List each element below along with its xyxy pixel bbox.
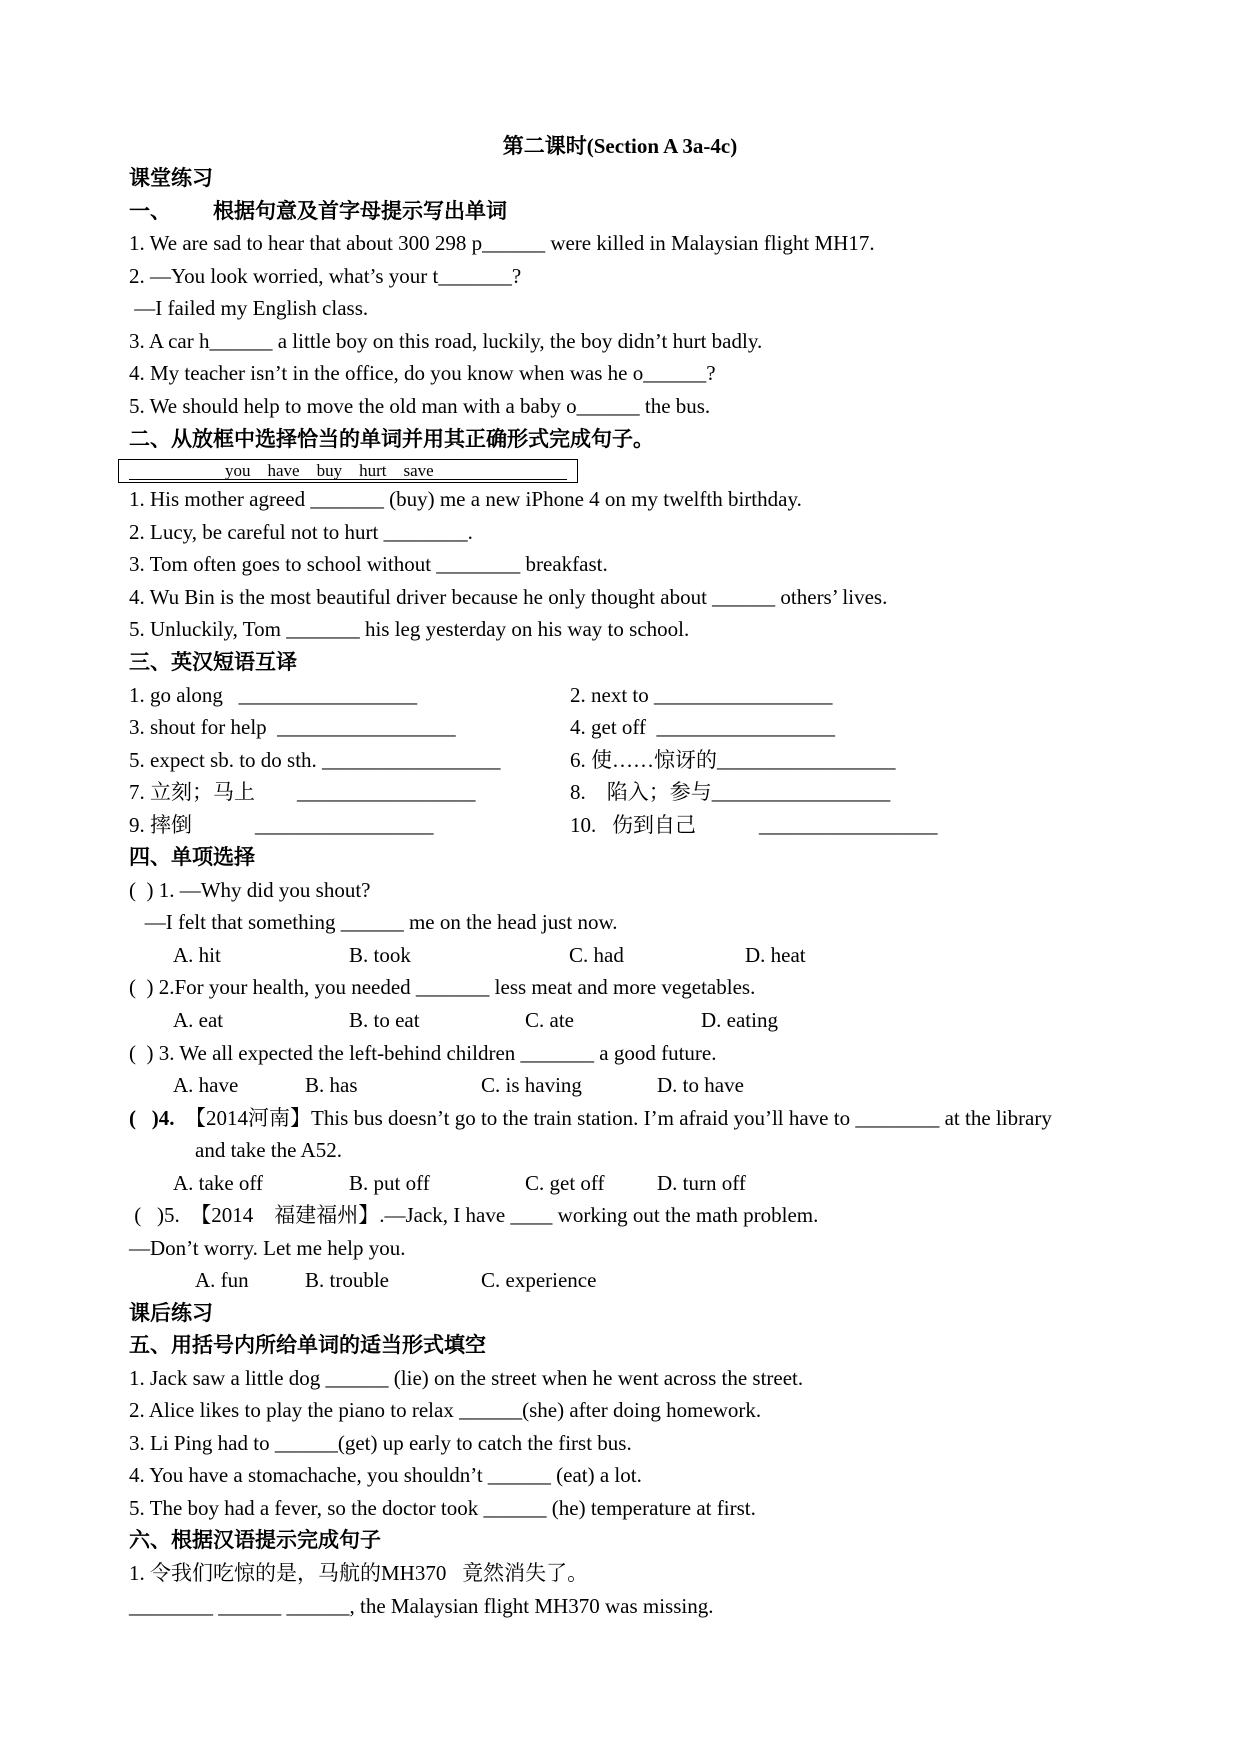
phrase-left: 9. 摔倒 _________________ (129, 813, 434, 837)
q1-option-c: C. had (569, 943, 624, 967)
q5-option-a: A. fun (195, 1268, 249, 1292)
q4-stem: 【2014河南】This bus doesn’t go to the train station. I’m afraid you’ll have to ________ at the library (174, 1106, 1052, 1130)
s1-item: 1. We are sad to hear that about 300 298 p______ were killed in Malaysian flight MH17. (129, 231, 875, 255)
q4-stem-line (129, 1106, 1052, 1130)
q2-option-c: C. ate (525, 1008, 574, 1032)
q2-option-b: B. to eat (349, 1008, 420, 1032)
phrase-left: 3. shout for help _________________ (129, 715, 456, 739)
after-class-heading: 课后练习 (129, 1301, 213, 1325)
word-box-words: you have buy hurt save (225, 461, 434, 480)
s5-item: 1. Jack saw a little dog ______ (lie) on the street when he went across the street. (129, 1366, 804, 1390)
phrase-left: 7. 立刻；马上 _________________ (129, 780, 476, 804)
q1-option-d: D. heat (745, 943, 806, 967)
q2-stem: ( ) 2.For your health, you needed _______ less meat and more vegetables. (129, 975, 756, 999)
phrase-right: 2. next to _________________ (570, 683, 833, 707)
phrase-right: 4. get off _________________ (570, 715, 836, 739)
q4-prefix: ( )4. (129, 1106, 175, 1130)
section6-heading: 六、根据汉语提示完成句子 (129, 1528, 381, 1552)
classroom-heading: 课堂练习 (129, 166, 213, 190)
phrase-left: 5. expect sb. to do sth. _________________ (129, 748, 501, 772)
q4-option-d: D. turn off (657, 1171, 746, 1195)
s5-item: 4. You have a stomachache, you shouldn’t ______ (eat) a lot. (129, 1463, 642, 1487)
page-title: 第二课时(Section A 3a-4c) (502, 134, 738, 158)
phrase-right: 6. 使……惊讶的_________________ (570, 748, 896, 772)
s5-item: 2. Alice likes to play the piano to relax ______(she) after doing homework. (129, 1398, 762, 1422)
q1-option-a: A. hit (173, 943, 221, 967)
q4-option-a: A. take off (173, 1171, 263, 1195)
phrase-right: 8. 陷入；参与_________________ (570, 780, 891, 804)
section3-heading: 三、英汉短语互译 (129, 650, 297, 674)
q2-option-a: A. eat (173, 1008, 224, 1032)
q5-stem-line2: —Don’t worry. Let me help you. (129, 1236, 406, 1260)
phrase-left: 1. go along _________________ (129, 683, 418, 707)
phrase-right: 10. 伤到自己 _________________ (570, 813, 938, 837)
q4-option-c: C. get off (525, 1171, 605, 1195)
q3-option-c: C. is having (481, 1073, 582, 1097)
q1-stem-line2: —I felt that something ______ me on the head just now. (129, 910, 618, 934)
q4-option-b: B. put off (349, 1171, 430, 1195)
section2-heading: 二、从放框中选择恰当的单词并用其正确形式完成句子。 (129, 427, 654, 451)
s6-item: ________ ______ ______, the Malaysian flight MH370 was missing. (129, 1594, 714, 1618)
s1-item: 4. My teacher isn’t in the office, do you know when was he o______? (129, 361, 716, 385)
s6-item: 1. 令我们吃惊的是，马航的MH370 竟然消失了。 (129, 1561, 589, 1585)
q5-option-c: C. experience (481, 1268, 597, 1292)
section1-heading: 一、 根据句意及首字母提示写出单词 (129, 199, 507, 223)
q4-stem-line2: and take the A52. (195, 1138, 342, 1162)
s5-item: 5. The boy had a fever, so the doctor took ______ (he) temperature at first. (129, 1496, 756, 1520)
s1-item: 3. A car h______ a little boy on this road, luckily, the boy didn’t hurt badly. (129, 329, 763, 353)
q3-option-b: B. has (305, 1073, 358, 1097)
s1-item: 5. We should help to move the old man with a baby o______ the bus. (129, 394, 711, 418)
q1-option-b: B. took (349, 943, 411, 967)
s1-item: —I failed my English class. (129, 296, 369, 320)
q1-stem: ( ) 1. —Why did you shout? (129, 878, 371, 902)
s2-item: 2. Lucy, be careful not to hurt ________. (129, 520, 473, 544)
q3-option-a: A. have (173, 1073, 239, 1097)
s5-item: 3. Li Ping had to ______(get) up early to catch the first bus. (129, 1431, 632, 1455)
q2-option-d: D. eating (701, 1008, 778, 1032)
s1-item: 2. —You look worried, what’s your t_______? (129, 264, 522, 288)
q5-stem: ( )5. 【2014 福建福州】.—Jack, I have ____ working out the math problem. (129, 1203, 819, 1227)
q3-option-d: D. to have (657, 1073, 744, 1097)
section4-heading: 四、单项选择 (129, 845, 255, 869)
s2-item: 1. His mother agreed _______ (buy) me a new iPhone 4 on my twelfth birthday. (129, 487, 802, 511)
q3-stem: ( ) 3. We all expected the left-behind children _______ a good future. (129, 1041, 717, 1065)
s2-item: 5. Unluckily, Tom _______ his leg yesterday on his way to school. (129, 617, 690, 641)
s2-item: 3. Tom often goes to school without ________ breakfast. (129, 552, 608, 576)
s2-item: 4. Wu Bin is the most beautiful driver because he only thought about ______ others’ lives. (129, 585, 888, 609)
word-box (118, 459, 578, 483)
section5-heading: 五、用括号内所给单词的适当形式填空 (129, 1333, 486, 1357)
word-box-underline (129, 479, 567, 480)
q5-option-b: B. trouble (305, 1268, 389, 1292)
